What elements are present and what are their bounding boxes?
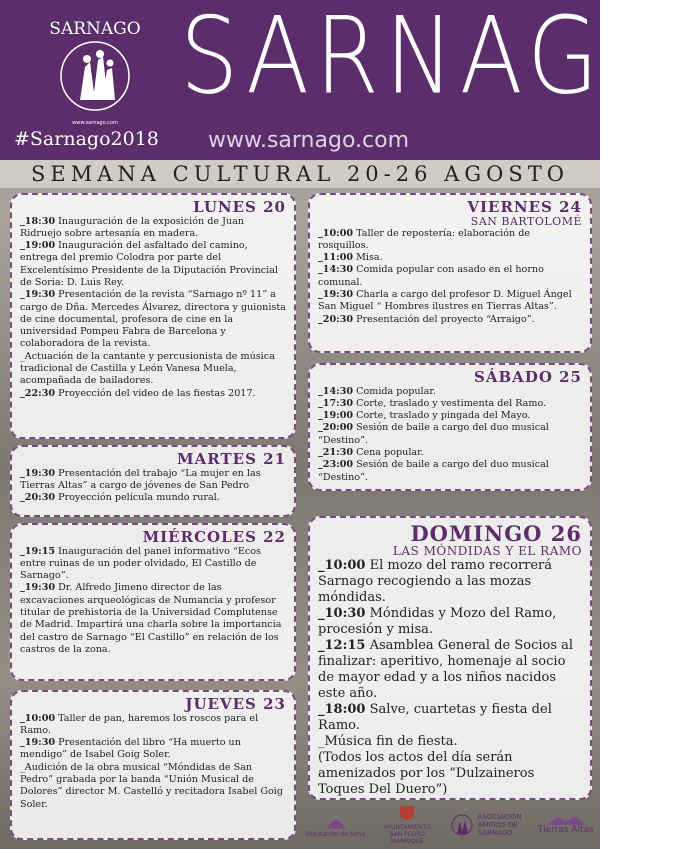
event-text: Inauguración de la exposición de Juan Ridruejo sobre artesanía en madera. xyxy=(20,215,244,239)
event-time: _18:00 xyxy=(318,702,366,718)
event-item xyxy=(318,252,582,264)
sarnago-emblem-icon xyxy=(450,812,474,838)
week-title: SEMANA CULTURAL 20-26 AGOSTO xyxy=(0,160,600,188)
event-text: Sesión de baile a cargo del duo musical “Destino”. xyxy=(318,459,549,483)
day-title: MIÉRCOLES 22 xyxy=(142,528,286,546)
event-time: _20:30 xyxy=(20,492,56,504)
event-item xyxy=(318,459,582,484)
event-list xyxy=(318,558,582,798)
event-item xyxy=(20,546,286,583)
asociacion-label: ASOCIACIÓN AMIGOS DE SARNAGO xyxy=(477,812,522,837)
event-item xyxy=(20,351,286,388)
event-time: _22:30 xyxy=(20,387,56,399)
logo-name: SARNAGO xyxy=(49,19,141,39)
event-time: _21:30 xyxy=(318,446,354,458)
day-subtitle: SAN BARTOLOMÉ xyxy=(470,214,582,228)
event-item xyxy=(318,410,582,422)
event-time: _19:30 xyxy=(20,737,56,749)
event-time: _20:00 xyxy=(318,422,354,434)
event-time: _14:30 xyxy=(318,264,354,276)
event-text: Salve, cuartetas y fiesta del Ramo. xyxy=(318,702,552,734)
day-box-viernes xyxy=(308,193,592,353)
event-time: _18:30 xyxy=(20,215,56,227)
event-item xyxy=(318,750,582,798)
event-item xyxy=(318,264,582,289)
event-text: Cena popular. xyxy=(356,446,424,458)
event-time: _19:30 xyxy=(20,582,56,594)
mountain-icon xyxy=(546,815,586,825)
event-text: El mozo del ramo recorrerá Sarnago recogiendo a las mozas móndidas. xyxy=(318,558,553,606)
event-text: Presentación del proyecto “Arraigo”. xyxy=(356,313,535,325)
day-subtitle: LAS MÓNDIDAS Y EL RAMO xyxy=(392,544,582,559)
asociacion-logo xyxy=(450,812,526,838)
event-time: _12:15 xyxy=(318,638,366,654)
day-box-domingo xyxy=(308,516,592,800)
diputacion-label: Diputación de Soria xyxy=(306,831,366,838)
event-text: _Actuación de la cantante y percusionista de música tradicional de Castilla y León Vanesa Muela, acompañada de bailadores. xyxy=(20,350,275,387)
day-box-lunes xyxy=(10,193,296,439)
event-time: _20:30 xyxy=(318,313,354,325)
event-list xyxy=(20,216,286,400)
event-list xyxy=(318,386,582,484)
event-text: Presentación de la revista “Sarnago nº 11” a cargo de Dña. Mercedes Álvarez, directora y guionista de cine documental, profesora de cine en la universidad Pompeu Fabra de Barcelona y colaboradora de la revista. xyxy=(20,289,286,350)
event-item xyxy=(318,422,582,447)
event-text: _Música fin de fiesta. xyxy=(318,734,458,750)
day-box-sabado xyxy=(308,363,592,491)
event-time: _19:00 xyxy=(318,410,354,422)
event-text: Presentación del libro “Ha muerto un mendigo” de Isabel Goig Soler. xyxy=(20,737,241,761)
event-time: _17:30 xyxy=(318,397,354,409)
event-text: Inauguración del panel informativo “Ecos entre ruinas de un poder olvidado, El Castillo de Sarnago”. xyxy=(20,545,261,582)
shield-icon xyxy=(397,804,417,824)
event-text: Charla a cargo del profesor D. Miguel Ángel San Miguel “ Hombres ilustres en Tierras Altas”. xyxy=(318,289,572,313)
event-time: _11:00 xyxy=(318,252,354,264)
day-box-martes xyxy=(10,445,296,517)
logo-site: www.sarnago.com xyxy=(72,120,118,126)
event-item xyxy=(20,240,286,289)
day-title: DOMINGO 26 xyxy=(410,521,582,546)
event-text: Presentación del trabajo “La mujer en las Tierras Altas” a cargo de jóvenes de San Pedro xyxy=(20,467,261,491)
event-item xyxy=(318,398,582,410)
event-text: Comida popular. xyxy=(356,385,436,397)
event-text: Inauguración del asfaltado del camino, entrega del premio Colodra por parte del Excelentísimo Presidente de la Diputación Provincial de Soria: D. Luis Rey. xyxy=(20,240,279,288)
event-time: _10:30 xyxy=(318,606,366,622)
ayuntamiento-logo xyxy=(377,804,437,845)
event-text: Taller de repostería: elaboración de rosquillos. xyxy=(318,227,531,251)
tierras-altas-logo xyxy=(538,815,594,835)
event-time: _10:00 xyxy=(20,712,56,724)
event-item xyxy=(318,228,582,253)
day-title: LUNES 20 xyxy=(193,198,286,216)
site-title: SARNAGO xyxy=(180,0,683,118)
sarnago-logo xyxy=(40,12,150,130)
event-item xyxy=(318,734,582,750)
event-item xyxy=(20,216,286,241)
website-link[interactable]: www.sarnago.com xyxy=(208,128,409,153)
event-item xyxy=(318,606,582,638)
event-list xyxy=(318,228,582,326)
event-text: _Audición de la obra musical “Móndidas de San Pedro” grabada por la banda “Unión Musical de Dolores” director M. Castelló y recitadora Isabel Goig Soler. xyxy=(20,761,284,810)
event-text: Móndidas y Mozo del Ramo, procesión y misa. xyxy=(318,606,557,638)
day-box-miercoles xyxy=(10,523,296,681)
event-time: _10:00 xyxy=(318,558,366,574)
day-title: MARTES 21 xyxy=(177,450,286,468)
event-text: Comida popular con asado en el horno comunal. xyxy=(318,264,544,288)
event-time: _19:00 xyxy=(20,240,56,252)
event-time: _19:30 xyxy=(20,289,56,301)
event-item xyxy=(318,638,582,702)
event-item xyxy=(20,492,286,504)
event-text: Corte, traslado y pingada del Mayo. xyxy=(356,410,531,422)
day-box-jueves xyxy=(10,690,296,840)
diputacion-icon xyxy=(325,811,347,831)
day-title: SÁBADO 25 xyxy=(474,368,582,386)
event-list xyxy=(20,713,286,811)
event-item xyxy=(318,314,582,326)
sponsor-logos xyxy=(300,800,600,849)
event-item xyxy=(20,737,286,762)
event-list xyxy=(20,468,286,505)
event-text: Taller de pan, haremos los roscos para el Ramo. xyxy=(20,712,259,736)
event-item xyxy=(318,558,582,606)
event-text: Misa. xyxy=(356,252,383,264)
event-item xyxy=(20,388,286,400)
event-text: Asamblea General de Socios al finalizar: aperitivo, homenaje al socio de mayor edad y a los niños nacidos este año. xyxy=(318,638,574,702)
day-title: VIERNES 24 xyxy=(467,198,582,216)
event-time: _19:15 xyxy=(20,545,56,557)
event-item xyxy=(318,386,582,398)
event-list xyxy=(20,546,286,657)
event-time: _23:00 xyxy=(318,459,354,471)
event-item xyxy=(318,447,582,459)
event-item xyxy=(20,468,286,493)
event-item xyxy=(20,289,286,350)
event-item xyxy=(318,289,582,314)
day-title: JUEVES 23 xyxy=(185,695,286,713)
event-item xyxy=(318,702,582,734)
event-item xyxy=(20,762,286,811)
tierras-altas-label: Tierras Altas xyxy=(537,824,594,835)
event-time: _14:30 xyxy=(318,385,354,397)
event-text: Dr. Alfredo Jimeno director de las excavaciones arqueológicas de Numancia y profesor titular de prehistoria de la Universidad Complutense de Madrid. Impartirá una charla sobre la importancia del castro de Sarnago “El Castillo” en relación de los castros de la zona. xyxy=(20,582,282,655)
diputacion-logo xyxy=(306,811,365,838)
event-time: _19:30 xyxy=(318,289,354,301)
hashtag: #Sarnago2018 xyxy=(14,128,159,150)
event-text: Sesión de baile a cargo del duo musical “Destino”. xyxy=(318,422,549,446)
event-time: _19:30 xyxy=(20,467,56,479)
event-time: _10:00 xyxy=(318,227,354,239)
header-banner xyxy=(0,0,683,160)
event-text: Proyección película mundo rural. xyxy=(58,492,220,504)
ayuntamiento-label: AYUNTAMIENTO SAN PEDRO MANRIQUE xyxy=(383,824,431,845)
event-text: (Todos los actos del día serán amenizados por los “Dulzaineros Toques Del Duero”) xyxy=(318,750,535,798)
event-text: Proyección del video de las fiestas 2017. xyxy=(58,387,256,399)
event-item xyxy=(20,713,286,738)
event-text: Corte, traslado y vestimenta del Ramo. xyxy=(356,397,547,409)
event-item xyxy=(20,582,286,656)
